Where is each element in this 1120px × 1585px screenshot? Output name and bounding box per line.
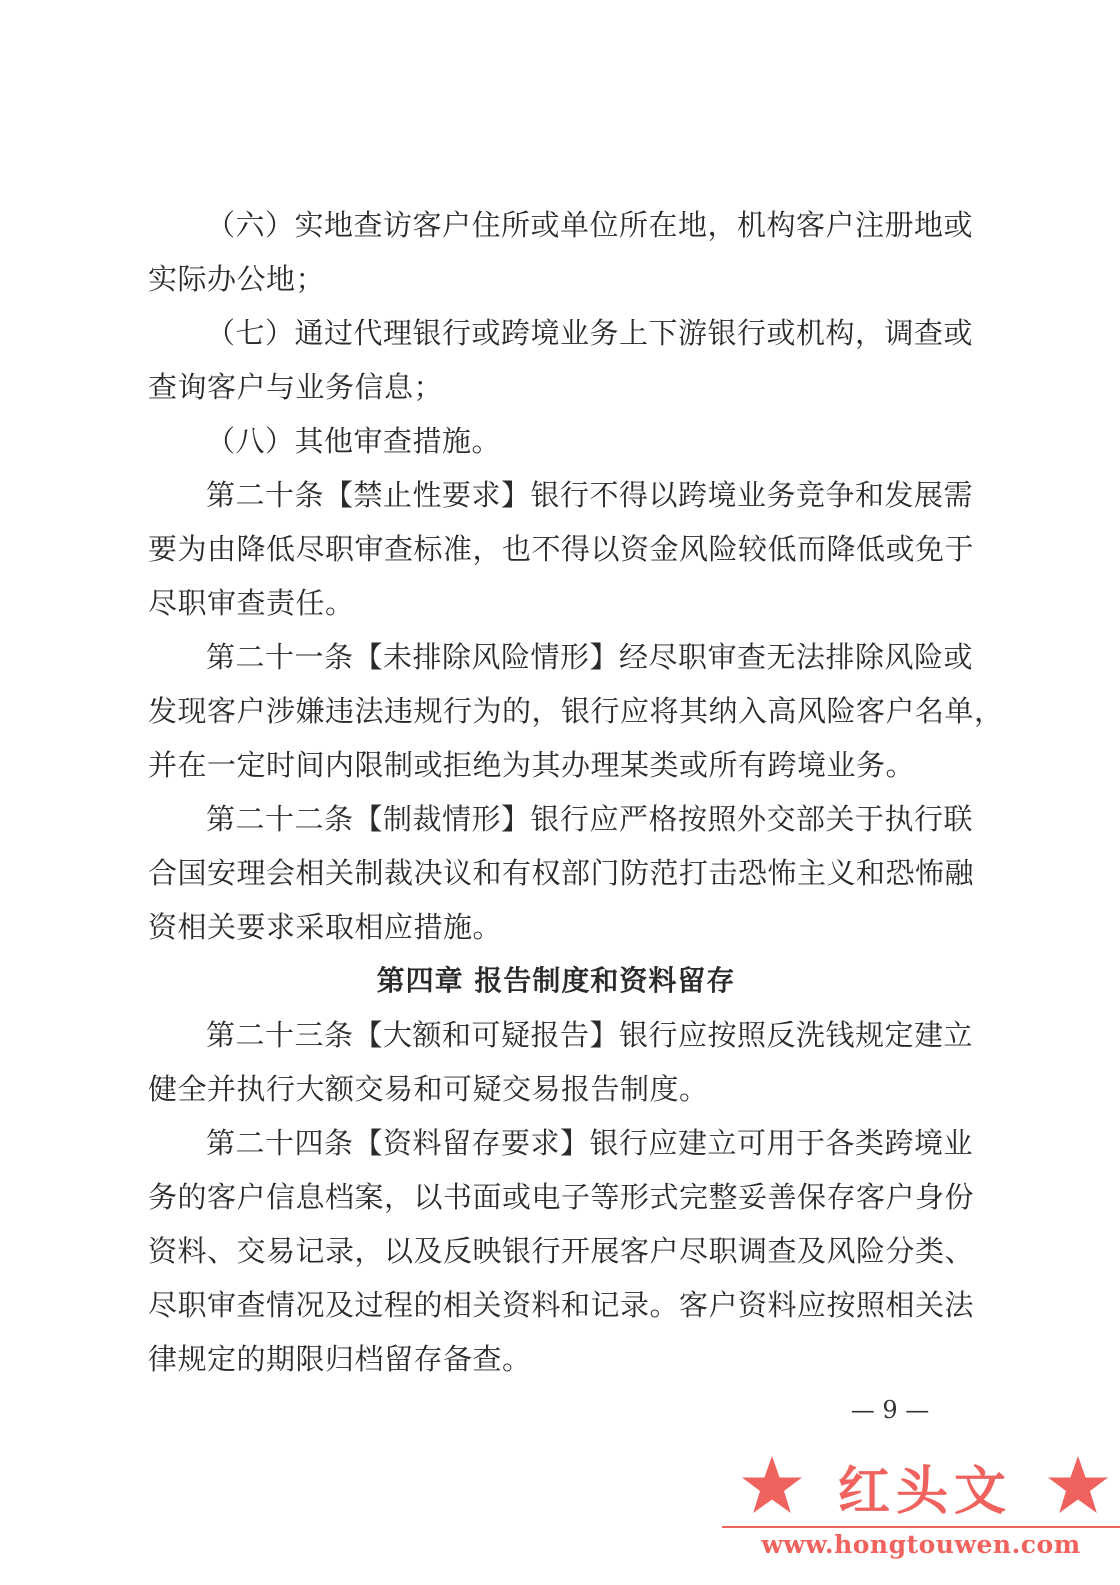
text-line: 第二十条【禁止性要求】银行不得以跨境业务竞争和发展需 [206,478,974,512]
text-line: 第二十三条【大额和可疑报告】银行应按照反洗钱规定建立 [206,1018,974,1052]
watermark [722,1450,1120,1585]
page-number: — 9 — [850,1396,930,1424]
text-line: 发现客户涉嫌违法违规行为的，银行应将其纳入高风险客户名单， [148,694,1004,728]
text-line: 尽职审查责任。 [148,586,355,620]
star-icon [740,1454,804,1518]
text-line: 第二十四条【资料留存要求】银行应建立可用于各类跨境业 [206,1126,974,1160]
text-line: 第二十二条【制裁情形】银行应严格按照外交部关于执行联 [206,802,974,836]
text-line: 并在一定时间内限制或拒绝为其办理某类或所有跨境业务。 [148,748,916,782]
text-line: （六）实地查访客户住所或单位所在地，机构客户注册地或 [206,208,974,242]
text-line: 资料、交易记录，以及反映银行开展客户尽职调查及风险分类、 [148,1234,975,1268]
text-line: （七）通过代理银行或跨境业务上下游银行或机构，调查或 [206,316,974,350]
text-line: 尽职审查情况及过程的相关资料和记录。客户资料应按照相关法 [148,1288,975,1322]
text-line: 实际办公地； [148,262,326,296]
text-line: 健全并执行大额交易和可疑交易报告制度。 [148,1072,709,1106]
text-line: （八）其他审查措施。 [206,424,502,458]
text-line: 律规定的期限归档留存备查。 [148,1342,532,1376]
text-line: 要为由降低尽职审查标准，也不得以资金风险较低而降低或免于 [148,532,975,566]
document-body [148,198,1004,1386]
text-line: 合国安理会相关制裁决议和有权部门防范打击恐怖主义和恐怖融 [148,856,975,890]
watermark-text: 红头文 [837,1460,1012,1522]
chapter-heading: 第四章 报告制度和资料留存 [376,964,736,997]
watermark-title [740,1450,1110,1522]
text-line: 资相关要求采取相应措施。 [148,910,503,944]
text-line: 务的客户信息档案，以书面或电子等形式完整妥善保存客户身份 [148,1180,975,1214]
text-line: 查询客户与业务信息； [148,370,444,404]
star-icon [1046,1454,1110,1518]
text-line: 第二十一条【未排除风险情形】经尽职审查无法排除风险或 [206,640,974,674]
watermark-url: www.hongtouwen.com [722,1526,1120,1559]
